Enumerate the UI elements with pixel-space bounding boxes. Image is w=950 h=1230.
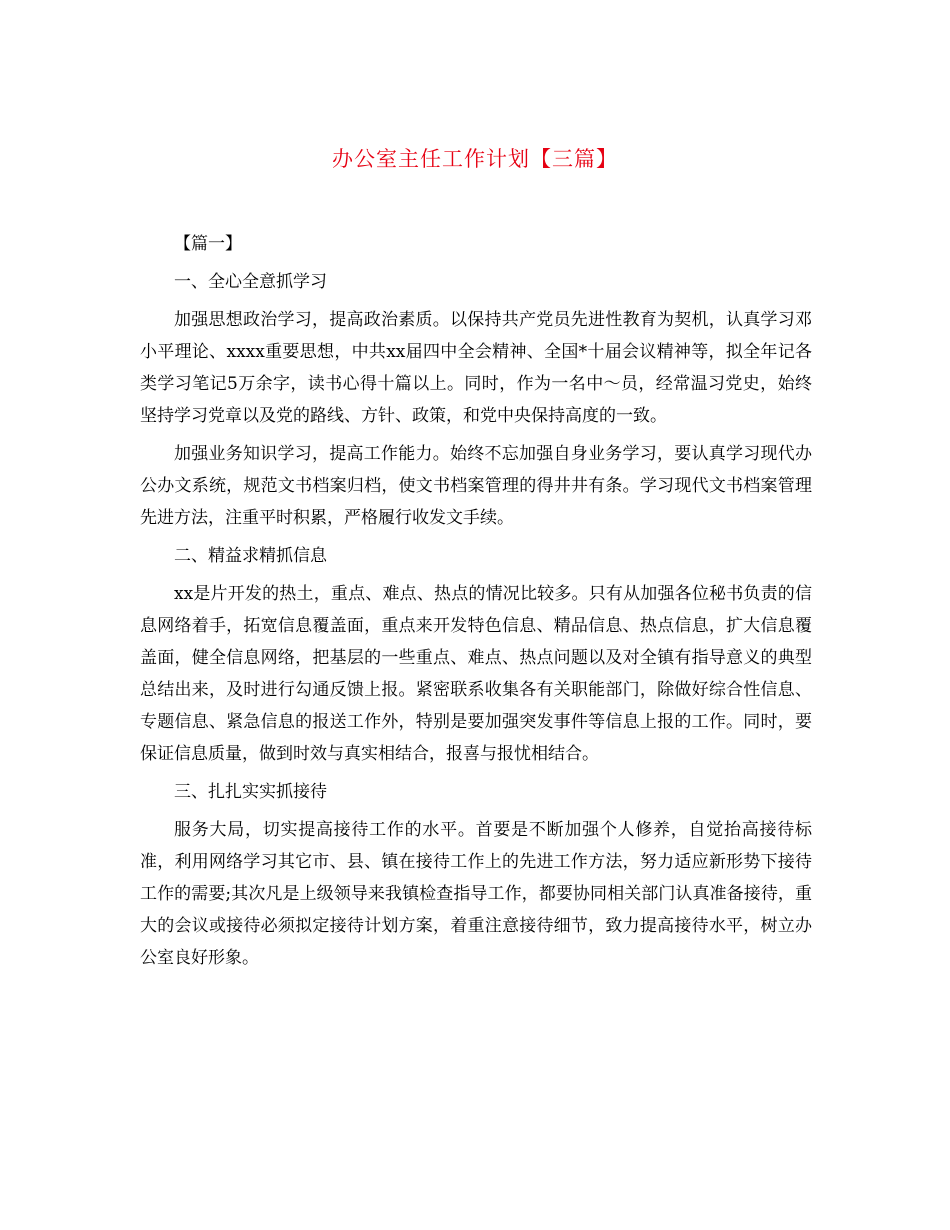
paragraph-1: 加强思想政治学习，提高政治素质。以保持共产党员先进性教育为契机，认真学习邓小平理论、xxxx重要思想，中共xx届四中全会精神、全国*十届会议精神等，拟全年记各类学习笔记5万余字，读书心得十篇以上。同时，作为一名中～员，经常温习党史，始终坚持学习党章以及党的路线、方针、政策，和党中央保持高度的一致。 bbox=[140, 310, 812, 426]
heading-1: 一、全心全意抓学习 bbox=[174, 272, 327, 292]
document-body bbox=[140, 228, 812, 980]
document-title: 办公室主任工作计划【三篇】 bbox=[332, 147, 618, 171]
paragraph-2: 加强业务知识学习，提高工作能力。始终不忘加强自身业务学习，要认真学习现代办公办文系统，规范文书档案归档，使文书档案管理的得井井有条。学习现代文书档案管理先进方法，注重平时积累，严格履行收发文手续。 bbox=[140, 444, 812, 528]
paragraph-4: 服务大局，切实提高接待工作的水平。首要是不断加强个人修养，自觉抬高接待标准，利用网络学习其它市、县、镇在接待工作上的先进工作方法，努力适应新形势下接待工作的需要;其次凡是上级领导来我镇检查指导工作，都要协同相关部门认真准备接待，重大的会议或接待必须拟定接待计划方案，着重注意接待细节，致力提高接待水平，树立办公室良好形象。 bbox=[140, 820, 812, 968]
section-label: 【篇一】 bbox=[174, 234, 242, 254]
heading-2: 二、精益求精抓信息 bbox=[174, 546, 327, 566]
heading-3: 三、扎扎实实抓接待 bbox=[174, 782, 327, 802]
paragraph-3: xx是片开发的热土，重点、难点、热点的情况比较多。只有从加强各位秘书负责的信息网络着手，拓宽信息覆盖面，重点来开发特色信息、精品信息、热点信息，扩大信息覆盖面，健全信息网络，把基层的一些重点、难点、热点问题以及对全镇有指导意义的典型总结出来，及时进行勾通反馈上报。紧密联系收集各有关职能部门，除做好综合性信息、专题信息、紧急信息的报送工作外，特别是要加强突发事件等信息上报的工作。同时，要保证信息质量，做到时效与真实相结合，报喜与报忧相结合。 bbox=[140, 584, 812, 764]
